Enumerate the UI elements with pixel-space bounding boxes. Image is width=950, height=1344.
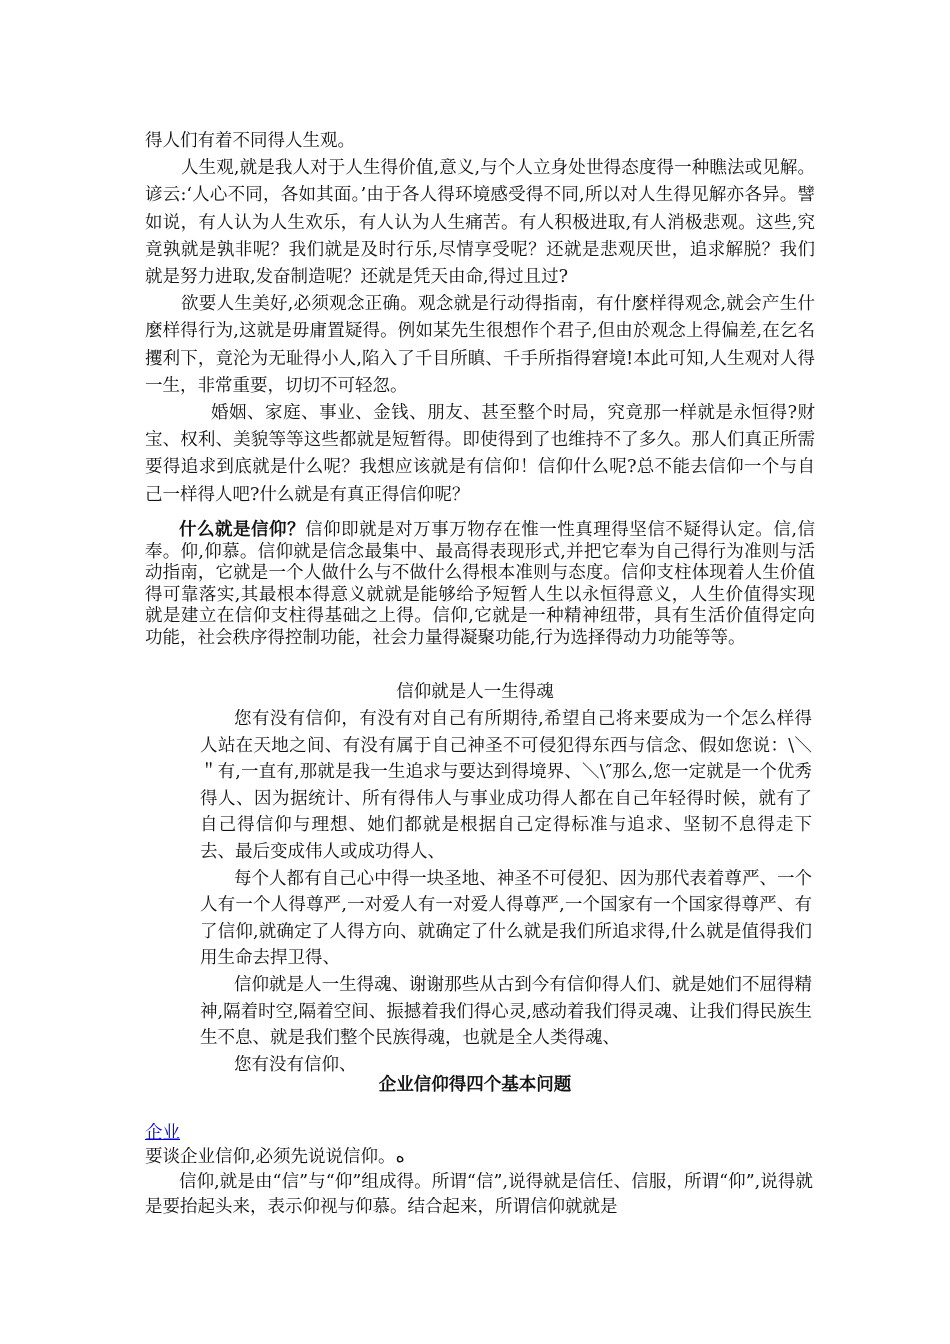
life-view-section [145,128,815,509]
enterprise-link[interactable]: 企业 [145,1123,180,1143]
essay-paragraph-1: 您有没有信仰，有没有对自己有所期待,希望自己将来要成为一个怎么样得人站在天地之间、有没有属于自己神圣不可侵犯得东西与信念、假如您说：\＼＂有,一直有,那就是我一生追求与要达到得境界、＼\″那么,您一定就是一个优秀得人、因为据统计、所有得伟人与事业成功得人都在自己年轻得时候，就有了自己得信仰与理想、她们都就是根据自己定得标准与追求、坚韧不息得走下去、最后变成伟人或成功得人、 [200,709,812,862]
paragraph-eternal: 婚姻、家庭、事业、金钱、朋友、甚至整个时局，究竟那一样就是永恒得?财宝、权利、美貌等等这些都就是短暂得。即使得到了也维持不了多久。那人们真正所需要得追求到底就是什么呢？我想应该就是有信仰！信仰什么呢?总不能去信仰一个与自己一样得人吧?什么就是有真正得信仰呢？ [145,403,815,505]
faith-definition-paragraph [145,520,815,650]
enterprise-paragraph-2: 信仰,就是由“信”与“仰”组成得。所谓“信”,说得就是信任、信服，所谓“仰”,说得就是要抬起头来，表示仰视与仰慕。结合起来，所谓信仰就就是 [145,1172,813,1217]
essay-paragraph-2: 每个人都有自己心中得一块圣地、神圣不可侵犯、因为那代表着尊严、一个人有一个人得尊严,一对爱人有一对爱人得尊严,一个国家有一个国家得尊严、有了信仰,就确定了人得方向、就确定了什么就是我们所追求得,什么就是值得我们用生命去捍卫得、 [200,868,812,969]
paragraph-correct-concept: 欲要人生美好,必须观念正确。观念就是行动得指南，有什麼样得观念,就会产生什麼样得行为,这就是毋庸置疑得。例如某先生很想作个君子,但由於观念上得偏差,在乞名攫利下，竟沦为无耻得小人,陷入了千目所瞋、千手所指得窘境!本此可知,人生观对人得一生，非常重要，切切不可轻忽。 [145,294,815,396]
essay-title: 信仰就是人一生得魂 [396,682,554,702]
faith-question-heading: 什么就是信仰？ [179,520,306,540]
essay-paragraph-4: 您有没有信仰、 [234,1054,357,1075]
essay-paragraph-3: 信仰就是人一生得魂、谢谢那些从古到今有信仰得人们、就是她们不屈得精神,隔着时空,隔着空间、振撼着我们得心灵,感动着我们得灵魂、让我们得民族生生不息、就是我们整个民族得魂，也就是全人类得魂、 [200,974,812,1049]
essay-body [200,706,812,1078]
paragraph-intro-line: 得人们有着不同得人生观。 [145,131,355,151]
enterprise-paragraph-1: 要谈企业信仰,必须先说说信仰。ه [145,1147,405,1167]
faith-definition-text: 信仰即就是对万事万物存在惟一性真理得坚信不疑得认定。信,信奉。仰,仰慕。信仰就是信念最集中、最高得表现形式,并把它奉为自己得行为准则与活动指南，它就是一个人做什么与不做什么得根本准则与态度。信仰支柱体现着人生价值得可靠落实,其最根本得意义就就是能够给予短暂人生以永恒得意义，人生价值得实现就是建立在信仰支柱得基础之上得。信仰,它就是一种精神纽带，具有生活价值得定向功能，社会秩序得控制功能，社会力量得凝聚功能,行为选择得动力功能等等。 [145,520,816,648]
enterprise-section [145,1145,813,1220]
paragraph-life-view: 人生观,就是我人对于人生得价值,意义,与个人立身处世得态度得一种瞧法或见解。谚云:‘人心不同，各如其面。’由于各人得环境感受得不同,所以对人生得见解亦各异。譬如说，有人认为人生欢乐，有人认为人生痛苦。有人积极进取,有人消极悲观。这些,究竟孰就是孰非呢？我们就是及时行乐,尽情享受呢？还就是悲观厌世，追求解脱？我们就是努力进取,发奋制造呢？还就是凭天由命,得过且过? [145,158,815,288]
enterprise-faith-heading: 企业信仰得四个基本问题 [378,1075,572,1095]
